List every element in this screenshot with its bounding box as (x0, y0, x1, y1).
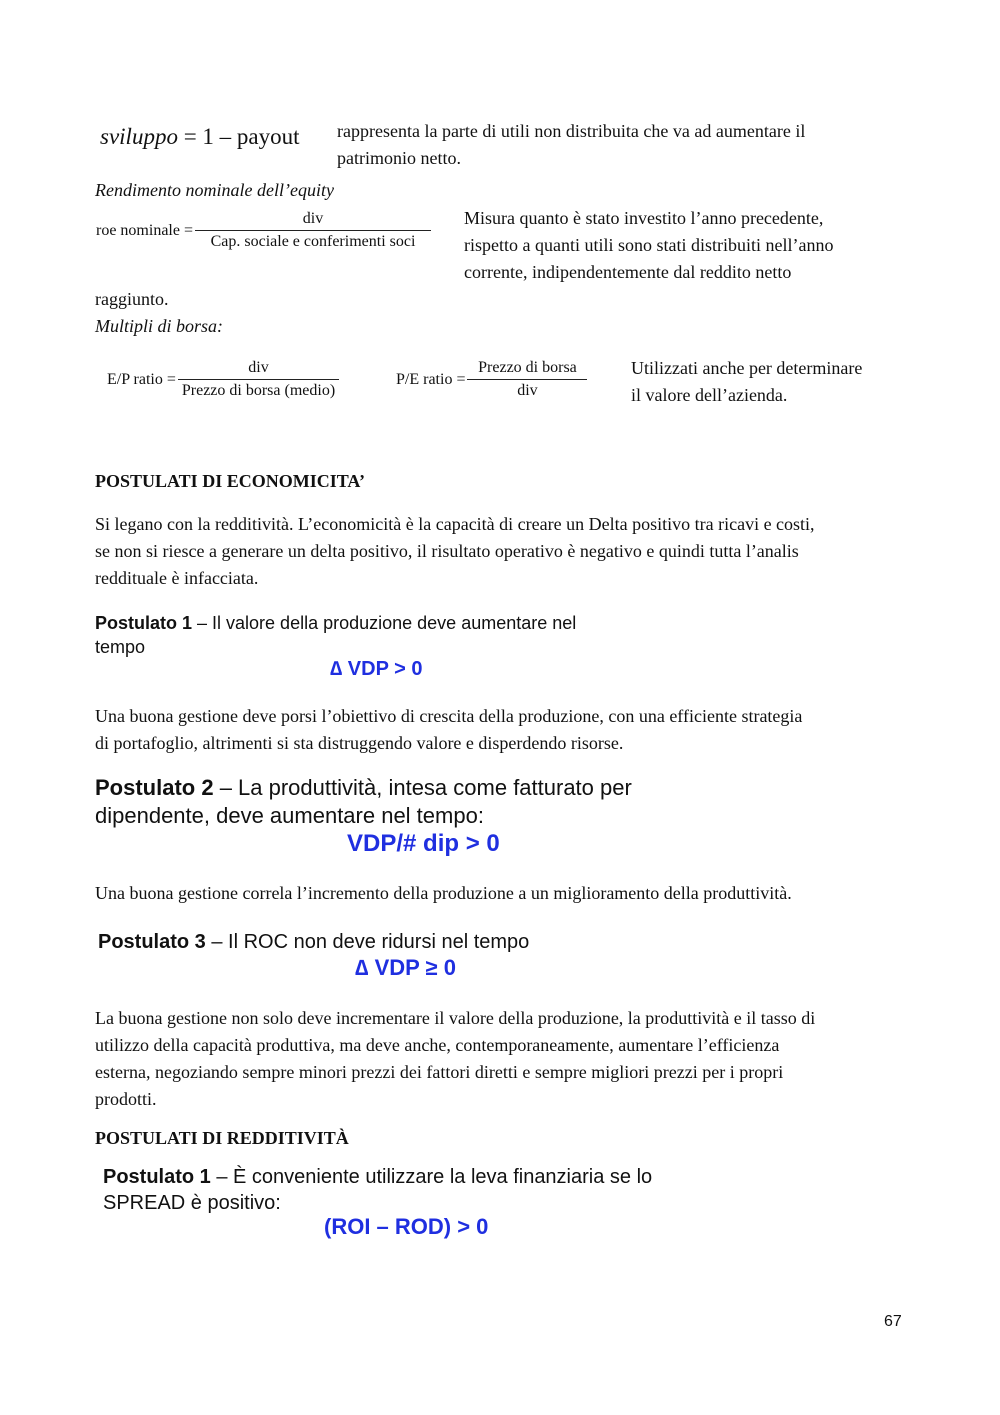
economicita-p3-text-line4: prodotti. (95, 1089, 157, 1109)
redditivita-p1-rest-line2: SPREAD è positivo: (103, 1192, 281, 1214)
redditivita-postulato-1 (103, 1164, 652, 1216)
multipli-text-line2: il valore dell’azienda. (631, 385, 788, 405)
economicita-p2-rest-line1: – La produttività, intesa come fatturato per (213, 775, 632, 800)
multipli-text (631, 355, 862, 409)
roe-heading: Rendimento nominale dell’equity (95, 180, 334, 200)
economicita-p1-formula: ∆ VDP > 0 (330, 658, 423, 680)
sviluppo-text-line1: rappresenta la parte di utili non distribuita che va ad aumentare il (337, 121, 806, 141)
sviluppo-text-line2: patrimonio netto. (337, 148, 461, 168)
ep-numerator: div (248, 359, 269, 376)
economicita-postulato-1 (95, 611, 576, 659)
economicita-heading: POSTULATI DI ECONOMICITA’ (95, 471, 366, 491)
redditivita-p1-rest-line1: – È conveniente utilizzare la leva finanziaria se lo (210, 1166, 653, 1188)
economicita-p1-text-line2: di portafoglio, altrimenti si sta distruggendo valore e disperdendo risorse. (95, 733, 624, 753)
economicita-postulato-3 (98, 929, 529, 955)
roe-text (464, 205, 833, 286)
economicita-intro-line1: Si legano con la redditività. L’economicità è la capacità di creare un Delta positivo tra ricavi e costi, (95, 514, 815, 534)
roe-text-line4: raggiunto. (95, 289, 169, 309)
economicita-p1-rest-line1: – Il valore della produzione deve aumentare nel (192, 613, 577, 633)
economicita-intro-line2: se non si riesce a generare un delta positivo, il risultato operativo è negativo e quindi tutta l’analis (95, 541, 799, 561)
roe-fraction (195, 210, 431, 251)
economicita-p2-title: Postulato 2 (95, 775, 214, 800)
economicita-p3-text-line1: La buona gestione non solo deve incrementare il valore della produzione, la produttività e il tasso di (95, 1008, 816, 1028)
ep-label: E/P ratio = (107, 370, 176, 388)
pe-label: P/E ratio = (396, 370, 466, 388)
redditivita-p1-formula: (ROI – ROD) > 0 (324, 1214, 489, 1239)
economicita-p3-text (95, 1005, 815, 1113)
sviluppo-rhs: = 1 – payout (183, 124, 300, 149)
pe-denominator: div (467, 379, 587, 400)
economicita-p3-rest: – Il ROC non deve ridursi nel tempo (205, 931, 530, 953)
sviluppo-lhs: sviluppo (100, 124, 178, 149)
economicita-p1-text-line1: Una buona gestione deve porsi l’obiettivo di crescita della produzione, con una efficiente strategia (95, 706, 803, 726)
economicita-p3-text-line3: esterna, negoziando sempre minori prezzi dei fattori diretti e sempre migliori prezzi per i propri (95, 1062, 784, 1082)
multipli-text-line1: Utilizzati anche per determinare (631, 358, 863, 378)
roe-numerator: div (302, 210, 324, 227)
roe-text-line3: corrente, indipendentemente dal reddito netto (464, 262, 792, 282)
pe-formula (396, 359, 587, 400)
economicita-intro-line3: reddituale è infacciata. (95, 568, 259, 588)
economicita-p3-title: Postulato 3 (98, 931, 206, 953)
economicita-p1-title: Postulato 1 (95, 613, 193, 633)
multipli-heading: Multipli di borsa: (95, 316, 224, 336)
economicita-p2-text: Una buona gestione correla l’incremento della produzione a un miglioramento della produttività. (95, 883, 792, 903)
roe-denominator: Cap. sociale e conferimenti soci (195, 230, 431, 251)
roe-formula (96, 210, 431, 251)
economicita-p2-formula: VDP/# dip > 0 (347, 830, 500, 857)
redditivita-p1-title: Postulato 1 (103, 1166, 211, 1188)
ep-formula (107, 359, 339, 400)
roe-label: roe nominale = (96, 221, 193, 239)
economicita-p2-rest-line2: dipendente, deve aumentare nel tempo: (95, 803, 484, 828)
redditivita-heading: POSTULATI DI REDDITIVITÀ (95, 1128, 349, 1148)
ep-fraction (178, 359, 339, 400)
economicita-p3-formula: ∆ VDP ≥ 0 (355, 955, 456, 980)
page-number: 67 (884, 1313, 902, 1330)
economicita-intro (95, 511, 815, 592)
ep-denominator: Prezzo di borsa (medio) (178, 379, 339, 400)
pe-numerator: Prezzo di borsa (478, 359, 577, 376)
economicita-postulato-2 (95, 774, 632, 830)
sviluppo-formula (100, 124, 300, 150)
roe-text-line2: rispetto a quanti utili sono stati distribuiti nell’anno (464, 235, 834, 255)
sviluppo-text (337, 118, 805, 172)
economicita-p1-text (95, 703, 802, 757)
pe-fraction (467, 359, 587, 400)
roe-text-line1: Misura quanto è stato investito l’anno precedente, (464, 208, 824, 228)
economicita-p3-text-line2: utilizzo della capacità produttiva, ma deve anche, contemporaneamente, aumentare l’efficienza (95, 1035, 780, 1055)
economicita-p1-rest-line2: tempo (95, 637, 146, 657)
